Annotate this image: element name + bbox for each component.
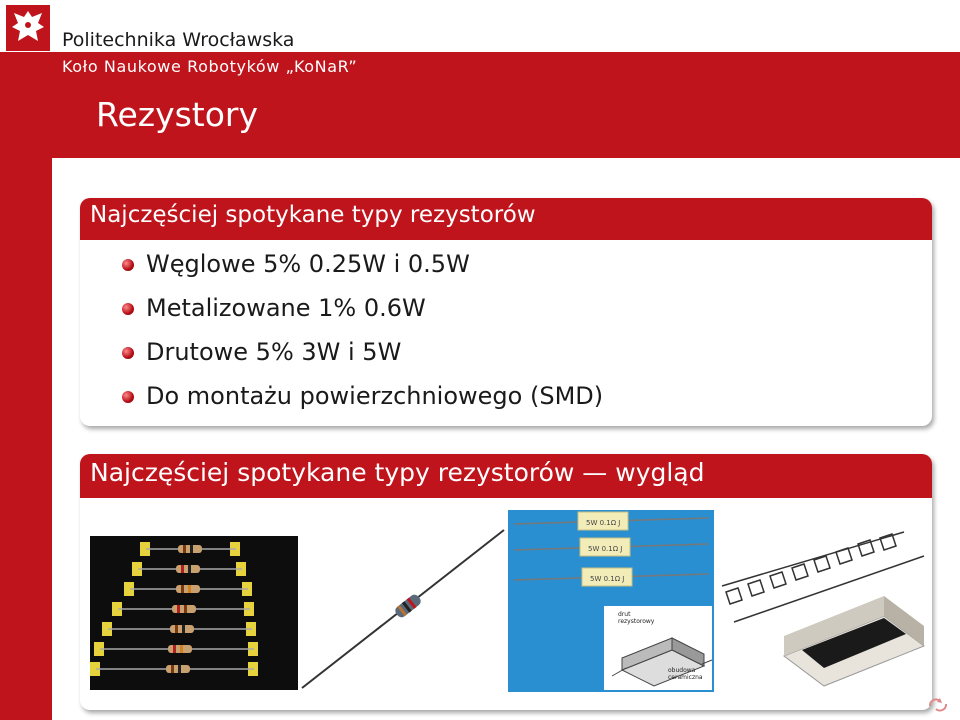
bullet-icon	[122, 303, 134, 315]
smd-resistor-photo	[714, 526, 928, 692]
ceramic-resistors-photo	[508, 510, 714, 692]
left-sidebar-bar	[0, 52, 52, 720]
bullet-icon	[122, 391, 134, 403]
list-item: Węglowe 5% 0.25W i 0.5W	[146, 250, 470, 278]
metal-film-resistor-photo	[298, 526, 508, 692]
navigation-icon[interactable]	[926, 696, 950, 714]
university-name: Politechnika Wrocławska	[62, 29, 295, 51]
list-item: Metalizowane 1% 0.6W	[146, 294, 426, 322]
appearance-block-title: Najczęściej spotykane typy rezystorów — wygląd	[80, 454, 932, 498]
bullet-icon	[122, 347, 134, 359]
list-item: Do montażu powierzchniowego (SMD)	[146, 382, 603, 410]
bullet-icon	[122, 259, 134, 271]
case-callout: obudowa ceramiczna	[668, 667, 703, 681]
wire-callout: drut rezystorowy	[618, 611, 655, 625]
ceramic-label: 5W 0.1Ω J	[588, 545, 623, 553]
eagle-logo-icon	[6, 5, 50, 51]
list-item: Drutowe 5% 3W i 5W	[146, 338, 401, 366]
ceramic-label: 5W 0.1Ω J	[590, 575, 625, 583]
club-name: Koło Naukowe Robotyków „KoNaR”	[62, 57, 358, 76]
types-block-title: Najczęściej spotykane typy rezystorów	[80, 198, 932, 240]
slide-title: Rezystory	[96, 95, 259, 134]
tht-resistors-photo	[90, 536, 298, 690]
types-block	[80, 198, 932, 426]
ceramic-label: 5W 0.1Ω J	[586, 519, 621, 527]
